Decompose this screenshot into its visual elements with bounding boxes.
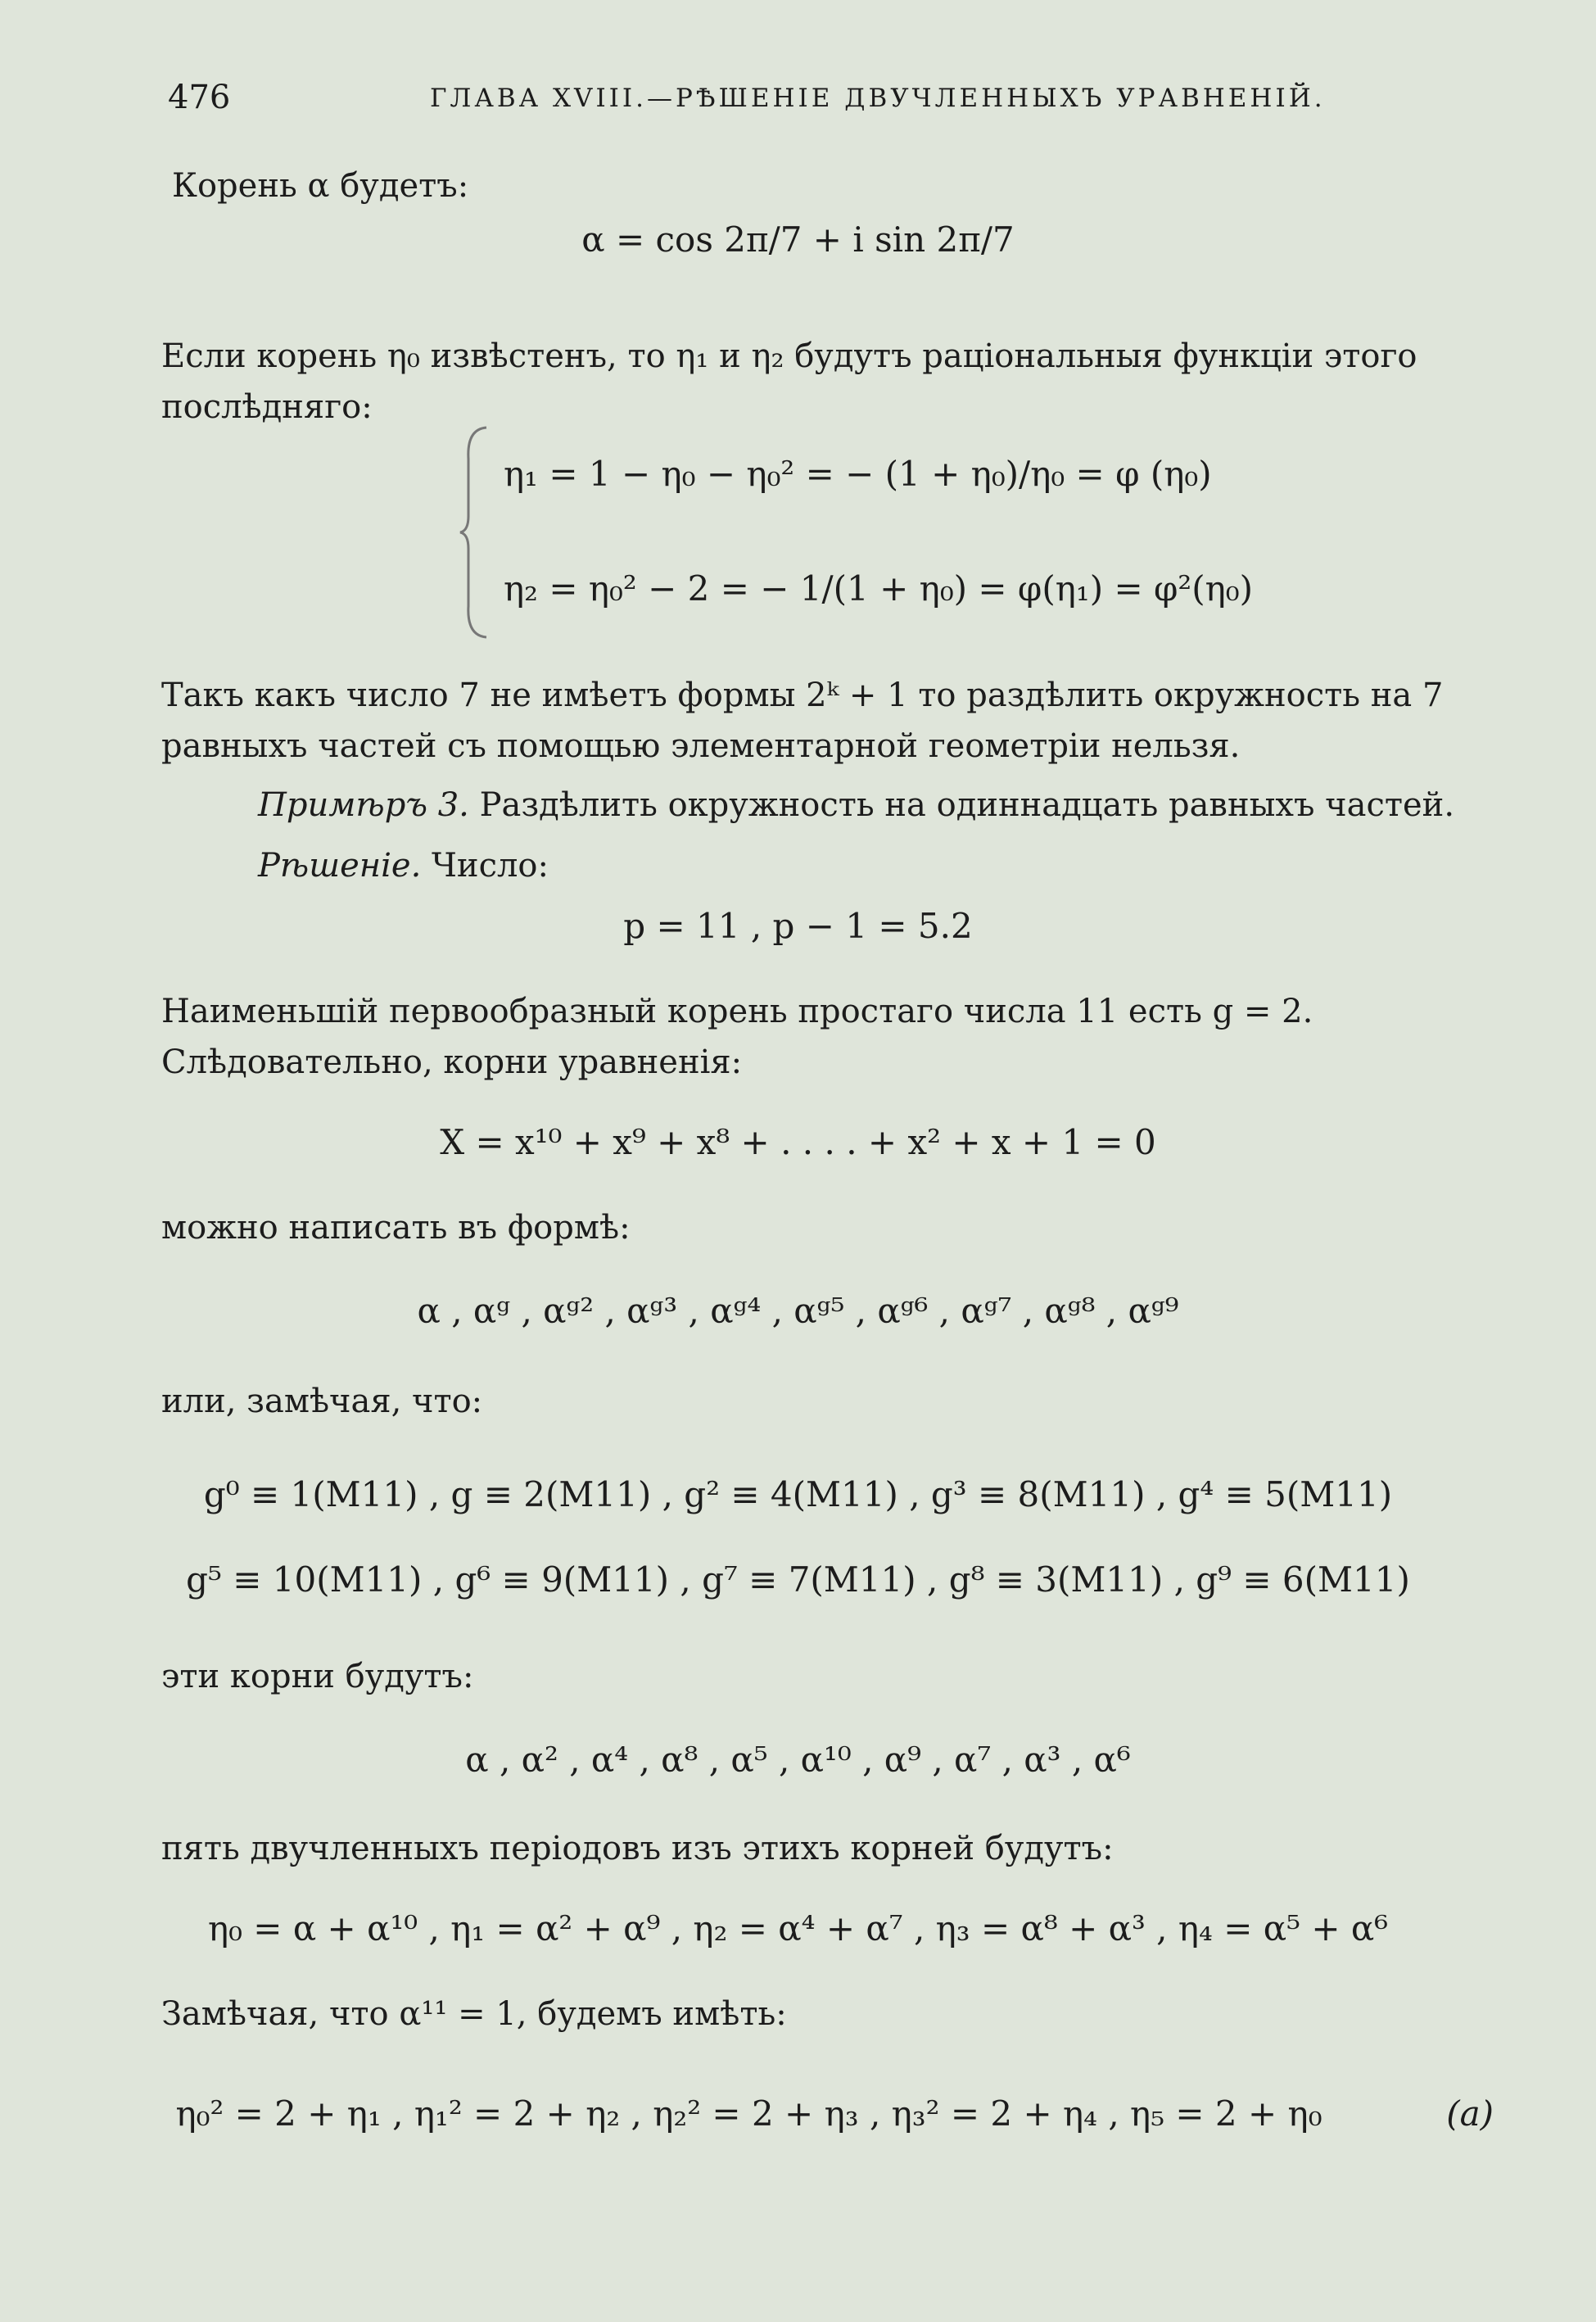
equation-p: p = 11 , p − 1 = 5.2	[623, 906, 973, 946]
paragraph-6: или, замѣчая, что:	[161, 1383, 483, 1420]
paragraph-7: эти корни будутъ:	[161, 1658, 474, 1695]
equation-final: η₀² = 2 + η₁ , η₁² = 2 + η₂ , η₂² = 2 + η₃ , η₃² = 2 + η₄ , η₅ = 2 + η₀	[175, 2093, 1322, 2134]
equation-X: X = x¹⁰ + x⁹ + x⁸ + . . . . + x² + x + 1 = 0	[440, 1122, 1156, 1162]
system-brace	[459, 426, 491, 639]
equation-powers: α , αᵍ , αᵍ² , αᵍ³ , αᵍ⁴ , αᵍ⁵ , αᵍ⁶ , αᵍ⁷ , αᵍ⁸ , αᵍ⁹	[417, 1291, 1179, 1331]
equation-congruences-1: g⁰ ≡ 1(M11) , g ≡ 2(M11) , g² ≡ 4(M11) , g³ ≡ 8(M11) , g⁴ ≡ 5(M11)	[203, 1474, 1393, 1514]
equation-alpha: α = cos 2π/7 + i sin 2π/7	[581, 220, 1015, 260]
page-header	[168, 79, 1428, 120]
equation-periods: η₀ = α + α¹⁰ , η₁ = α² + α⁹ , η₂ = α⁴ + α⁷ , η₃ = α⁸ + α³ , η₄ = α⁵ + α⁶	[207, 1908, 1389, 1949]
paragraph-2: Если корень η₀ извѣстенъ, то η₁ и η₂ будутъ раціональныя функціи этого послѣдняго:	[161, 337, 1417, 426]
equation-system-line-2: η₂ = η₀² − 2 = − 1/(1 + η₀) = φ(η₁) = φ²(η₀)	[504, 568, 1254, 609]
running-head: ГЛАВА XVIII.—РѢШЕНІЕ ДВУЧЛЕННЫХЪ УРАВНЕНІЙ.	[430, 84, 1326, 113]
equation-roots: α , α² , α⁴ , α⁸ , α⁵ , α¹⁰ , α⁹ , α⁷ , α³ , α⁶	[465, 1740, 1131, 1780]
paragraph-1: Корень α будетъ:	[172, 167, 469, 205]
example-label: Примѣръ 3.	[258, 786, 469, 824]
solution-text: Число:	[432, 847, 549, 885]
example-text: Раздѣлить окружность на одиннадцать равныхъ частей.	[479, 786, 1455, 824]
paragraph-5: можно написать въ формѣ:	[161, 1209, 631, 1247]
equation-final-tag: (a)	[1446, 2093, 1494, 2134]
equation-system-line-1: η₁ = 1 − η₀ − η₀² = − (1 + η₀)/η₀ = φ (η₀)	[504, 454, 1212, 494]
example-line	[258, 780, 1501, 831]
solution-line	[258, 840, 1501, 891]
paragraph-8: пять двучленныхъ періодовъ изъ этихъ корней будутъ:	[161, 1830, 1114, 1867]
paragraph-4: Наименьшій первообразный корень простаго числа 11 есть g = 2. Слѣдовательно, корни уравненія:	[161, 993, 1313, 1081]
page-number: 476	[168, 79, 231, 116]
solution-label: Рѣшеніе.	[258, 847, 422, 885]
equation-congruences-2: g⁵ ≡ 10(M11) , g⁶ ≡ 9(M11) , g⁷ ≡ 7(M11) , g⁸ ≡ 3(M11) , g⁹ ≡ 6(M11)	[186, 1559, 1410, 1600]
paragraph-9: Замѣчая, что α¹¹ = 1, будемъ имѣть:	[161, 1995, 787, 2033]
paragraph-3: Такъ какъ число 7 не имѣетъ формы 2ᵏ + 1 то раздѣлить окружность на 7 равныхъ частей съ помощью элементарной геометріи нельзя.	[161, 677, 1444, 765]
